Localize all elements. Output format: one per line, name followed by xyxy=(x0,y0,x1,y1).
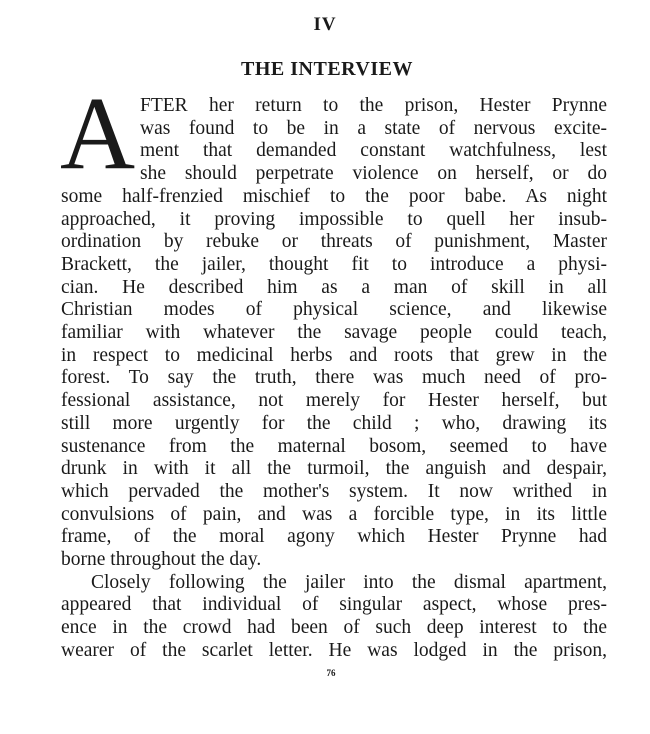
text-line: familiar with whatever the savage people could teach, xyxy=(61,322,607,343)
text-line: borne throughout the day. xyxy=(61,549,262,570)
drop-cap: A xyxy=(60,76,136,191)
text-line: frame, of the moral agony which Hester Prynne had xyxy=(61,526,607,548)
text-line: ment that demanded constant watchfulness, lest xyxy=(140,140,607,162)
text-line: appeared that individual of singular aspect, whose pres- xyxy=(61,594,607,616)
text-line: forest. To say the truth, there was much need of pro- xyxy=(61,367,607,389)
text-line: was found to be in a state of nervous excite- xyxy=(140,117,607,139)
text-line: cian. He described him as a man of skill in all xyxy=(61,276,607,298)
text-line: approached, it proving impossible to quell her insub- xyxy=(61,208,607,230)
text-line: ence in the crowd had been of such deep interest to the xyxy=(61,617,607,639)
chapter-number: IV xyxy=(313,14,337,35)
text-line: wearer of the scarlet letter. He was lodged in the prison, xyxy=(61,639,607,661)
text-line: she should perpetrate violence on herself, or do xyxy=(140,163,607,185)
text-line: convulsions of pain, and was a forcible type, in its little xyxy=(61,503,607,525)
text-line: Brackett, the jailer, thought fit to introduce a physi- xyxy=(61,253,607,275)
text-line: ordination by rebuke or threats of punishment, Master xyxy=(61,231,607,253)
text-line: drunk in with it all the turmoil, the anguish and despair, xyxy=(61,458,607,480)
text-line: in respect to medicinal herbs and roots that grew in the xyxy=(61,344,607,366)
text-line: still more urgently for the child ; who, drawing its xyxy=(61,412,607,434)
text-line: Closely following the jailer into the dismal apartment, xyxy=(91,571,607,593)
text-line: Christian modes of physical science, and likewise xyxy=(61,299,607,321)
text-line: FTER her return to the prison, Hester Prynne xyxy=(140,95,607,116)
page-number: 76 xyxy=(326,668,336,678)
text-line: which pervaded the mother's system. It now writhed in xyxy=(61,480,607,502)
text-line: sustenance from the maternal bosom, seemed to have xyxy=(61,435,607,457)
chapter-title: THE INTERVIEW xyxy=(241,58,413,80)
text-line: some half-frenzied mischief to the poor babe. As night xyxy=(61,185,607,207)
text-line: fessional assistance, not merely for Hester herself, but xyxy=(61,390,607,412)
